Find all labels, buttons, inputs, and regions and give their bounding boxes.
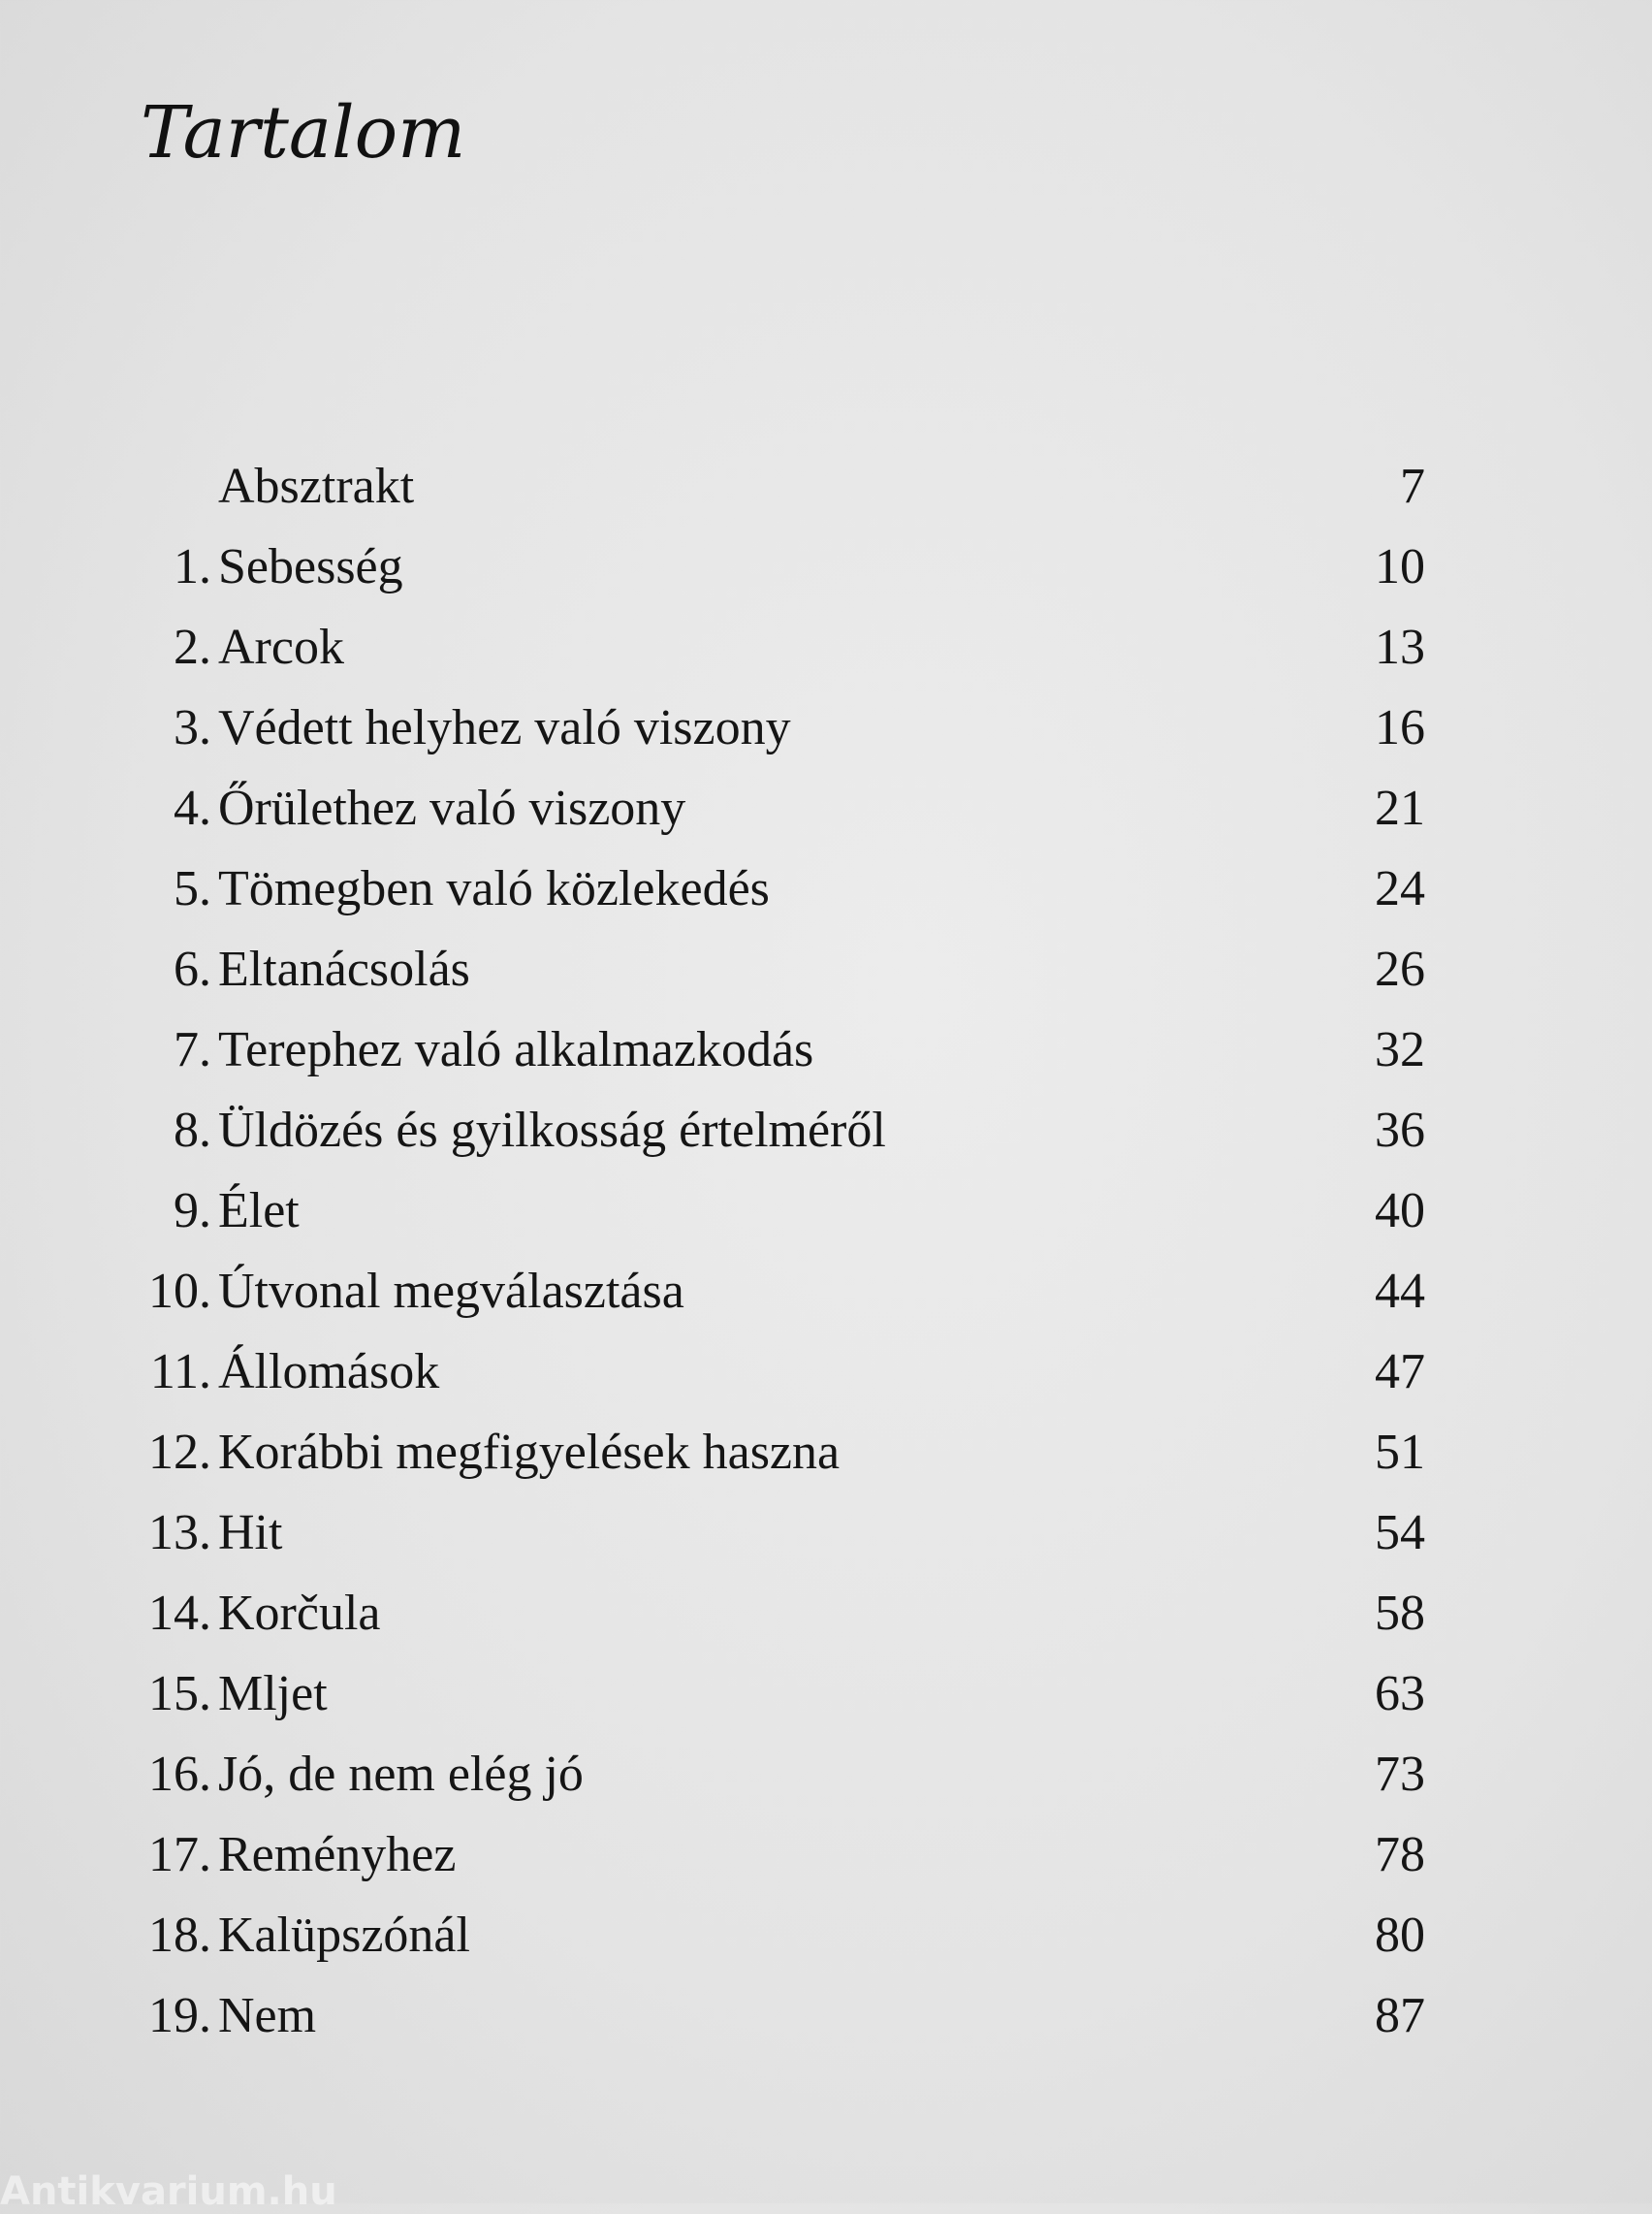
entry-number: 5. bbox=[174, 861, 211, 916]
entry-page-number: 80 bbox=[1375, 1908, 1425, 1963]
entry-title: Őrülethez való viszony bbox=[218, 781, 686, 836]
entry-number: 12. bbox=[148, 1425, 211, 1480]
entry-title: Jó, de nem elég jó bbox=[218, 1747, 584, 1802]
toc-entry bbox=[0, 1090, 1652, 1171]
entry-title: Arcok bbox=[218, 620, 344, 675]
toc-entry bbox=[0, 1975, 1652, 2056]
toc-entry bbox=[0, 1814, 1652, 1895]
toc-entry bbox=[0, 607, 1652, 688]
entry-page-number: 24 bbox=[1375, 861, 1425, 916]
toc-entry bbox=[0, 1734, 1652, 1814]
toc-entry bbox=[0, 929, 1652, 1010]
entry-title: Mljet bbox=[218, 1666, 328, 1721]
entry-number: 18. bbox=[148, 1908, 211, 1963]
entry-page-number: 21 bbox=[1375, 781, 1425, 836]
toc-entry bbox=[0, 1653, 1652, 1734]
entry-page-number: 7 bbox=[1400, 459, 1425, 514]
entry-title: Útvonal megválasztása bbox=[218, 1264, 684, 1319]
entry-page-number: 32 bbox=[1375, 1022, 1425, 1077]
entry-page-number: 47 bbox=[1375, 1344, 1425, 1399]
toc-entry bbox=[0, 1010, 1652, 1090]
entry-page-number: 13 bbox=[1375, 620, 1425, 675]
entry-number: 6. bbox=[174, 942, 211, 997]
toc-entry bbox=[0, 849, 1652, 929]
toc-entry bbox=[0, 1895, 1652, 1975]
toc-entry bbox=[0, 1332, 1652, 1412]
entry-title: Absztrakt bbox=[218, 459, 415, 514]
entry-page-number: 73 bbox=[1375, 1747, 1425, 1802]
toc-entry bbox=[0, 1492, 1652, 1573]
entry-title: Védett helyhez való viszony bbox=[218, 700, 791, 755]
entry-number: 4. bbox=[174, 781, 211, 836]
entry-number: 7. bbox=[174, 1022, 211, 1077]
entry-title: Élet bbox=[218, 1183, 300, 1238]
table-of-contents bbox=[0, 446, 1652, 2056]
toc-entry bbox=[0, 1251, 1652, 1332]
toc-entry bbox=[0, 446, 1652, 527]
entry-title: Üldözés és gyilkosság értelméről bbox=[218, 1103, 886, 1158]
entry-number: 10. bbox=[148, 1264, 211, 1319]
page-title: Tartalom bbox=[141, 91, 466, 175]
entry-page-number: 63 bbox=[1375, 1666, 1425, 1721]
entry-number: 19. bbox=[148, 1988, 211, 2043]
entry-number: 14. bbox=[148, 1586, 211, 1641]
entry-page-number: 58 bbox=[1375, 1586, 1425, 1641]
entry-title: Eltanácsolás bbox=[218, 942, 470, 997]
entry-number: 2. bbox=[174, 620, 211, 675]
entry-number: 13. bbox=[148, 1505, 211, 1560]
entry-title: Korčula bbox=[218, 1586, 381, 1641]
entry-number: 3. bbox=[174, 700, 211, 755]
toc-entry bbox=[0, 527, 1652, 607]
entry-number: 15. bbox=[148, 1666, 211, 1721]
entry-number: 16. bbox=[148, 1747, 211, 1802]
entry-page-number: 40 bbox=[1375, 1183, 1425, 1238]
entry-title: Hit bbox=[218, 1505, 283, 1560]
entry-title: Reményhez bbox=[218, 1827, 457, 1882]
toc-entry bbox=[0, 1573, 1652, 1653]
entry-title: Tömegben való közlekedés bbox=[218, 861, 770, 916]
toc-entry bbox=[0, 688, 1652, 768]
entry-page-number: 78 bbox=[1375, 1827, 1425, 1882]
toc-entry bbox=[0, 768, 1652, 849]
entry-page-number: 54 bbox=[1375, 1505, 1425, 1560]
entry-title: Korábbi megfigyelések haszna bbox=[218, 1425, 841, 1480]
watermark: Antikvarium.hu bbox=[0, 2169, 337, 2214]
entry-page-number: 44 bbox=[1375, 1264, 1425, 1319]
entry-title: Sebesség bbox=[218, 539, 403, 594]
entry-number: 8. bbox=[174, 1103, 211, 1158]
entry-page-number: 87 bbox=[1375, 1988, 1425, 2043]
entry-number: 17. bbox=[148, 1827, 211, 1882]
entry-page-number: 16 bbox=[1375, 700, 1425, 755]
entry-number: 11. bbox=[149, 1344, 211, 1399]
entry-page-number: 36 bbox=[1375, 1103, 1425, 1158]
entry-number: 1. bbox=[174, 539, 211, 594]
entry-page-number: 51 bbox=[1375, 1425, 1425, 1480]
toc-entry bbox=[0, 1171, 1652, 1251]
entry-number: 9. bbox=[174, 1183, 211, 1238]
entry-title: Terephez való alkalmazkodás bbox=[218, 1022, 814, 1077]
entry-title: Állomások bbox=[218, 1344, 440, 1399]
toc-entry bbox=[0, 1412, 1652, 1492]
entry-title: Nem bbox=[218, 1988, 317, 2043]
entry-page-number: 26 bbox=[1375, 942, 1425, 997]
entry-title: Kalüpszónál bbox=[218, 1908, 470, 1963]
entry-page-number: 10 bbox=[1375, 539, 1425, 594]
